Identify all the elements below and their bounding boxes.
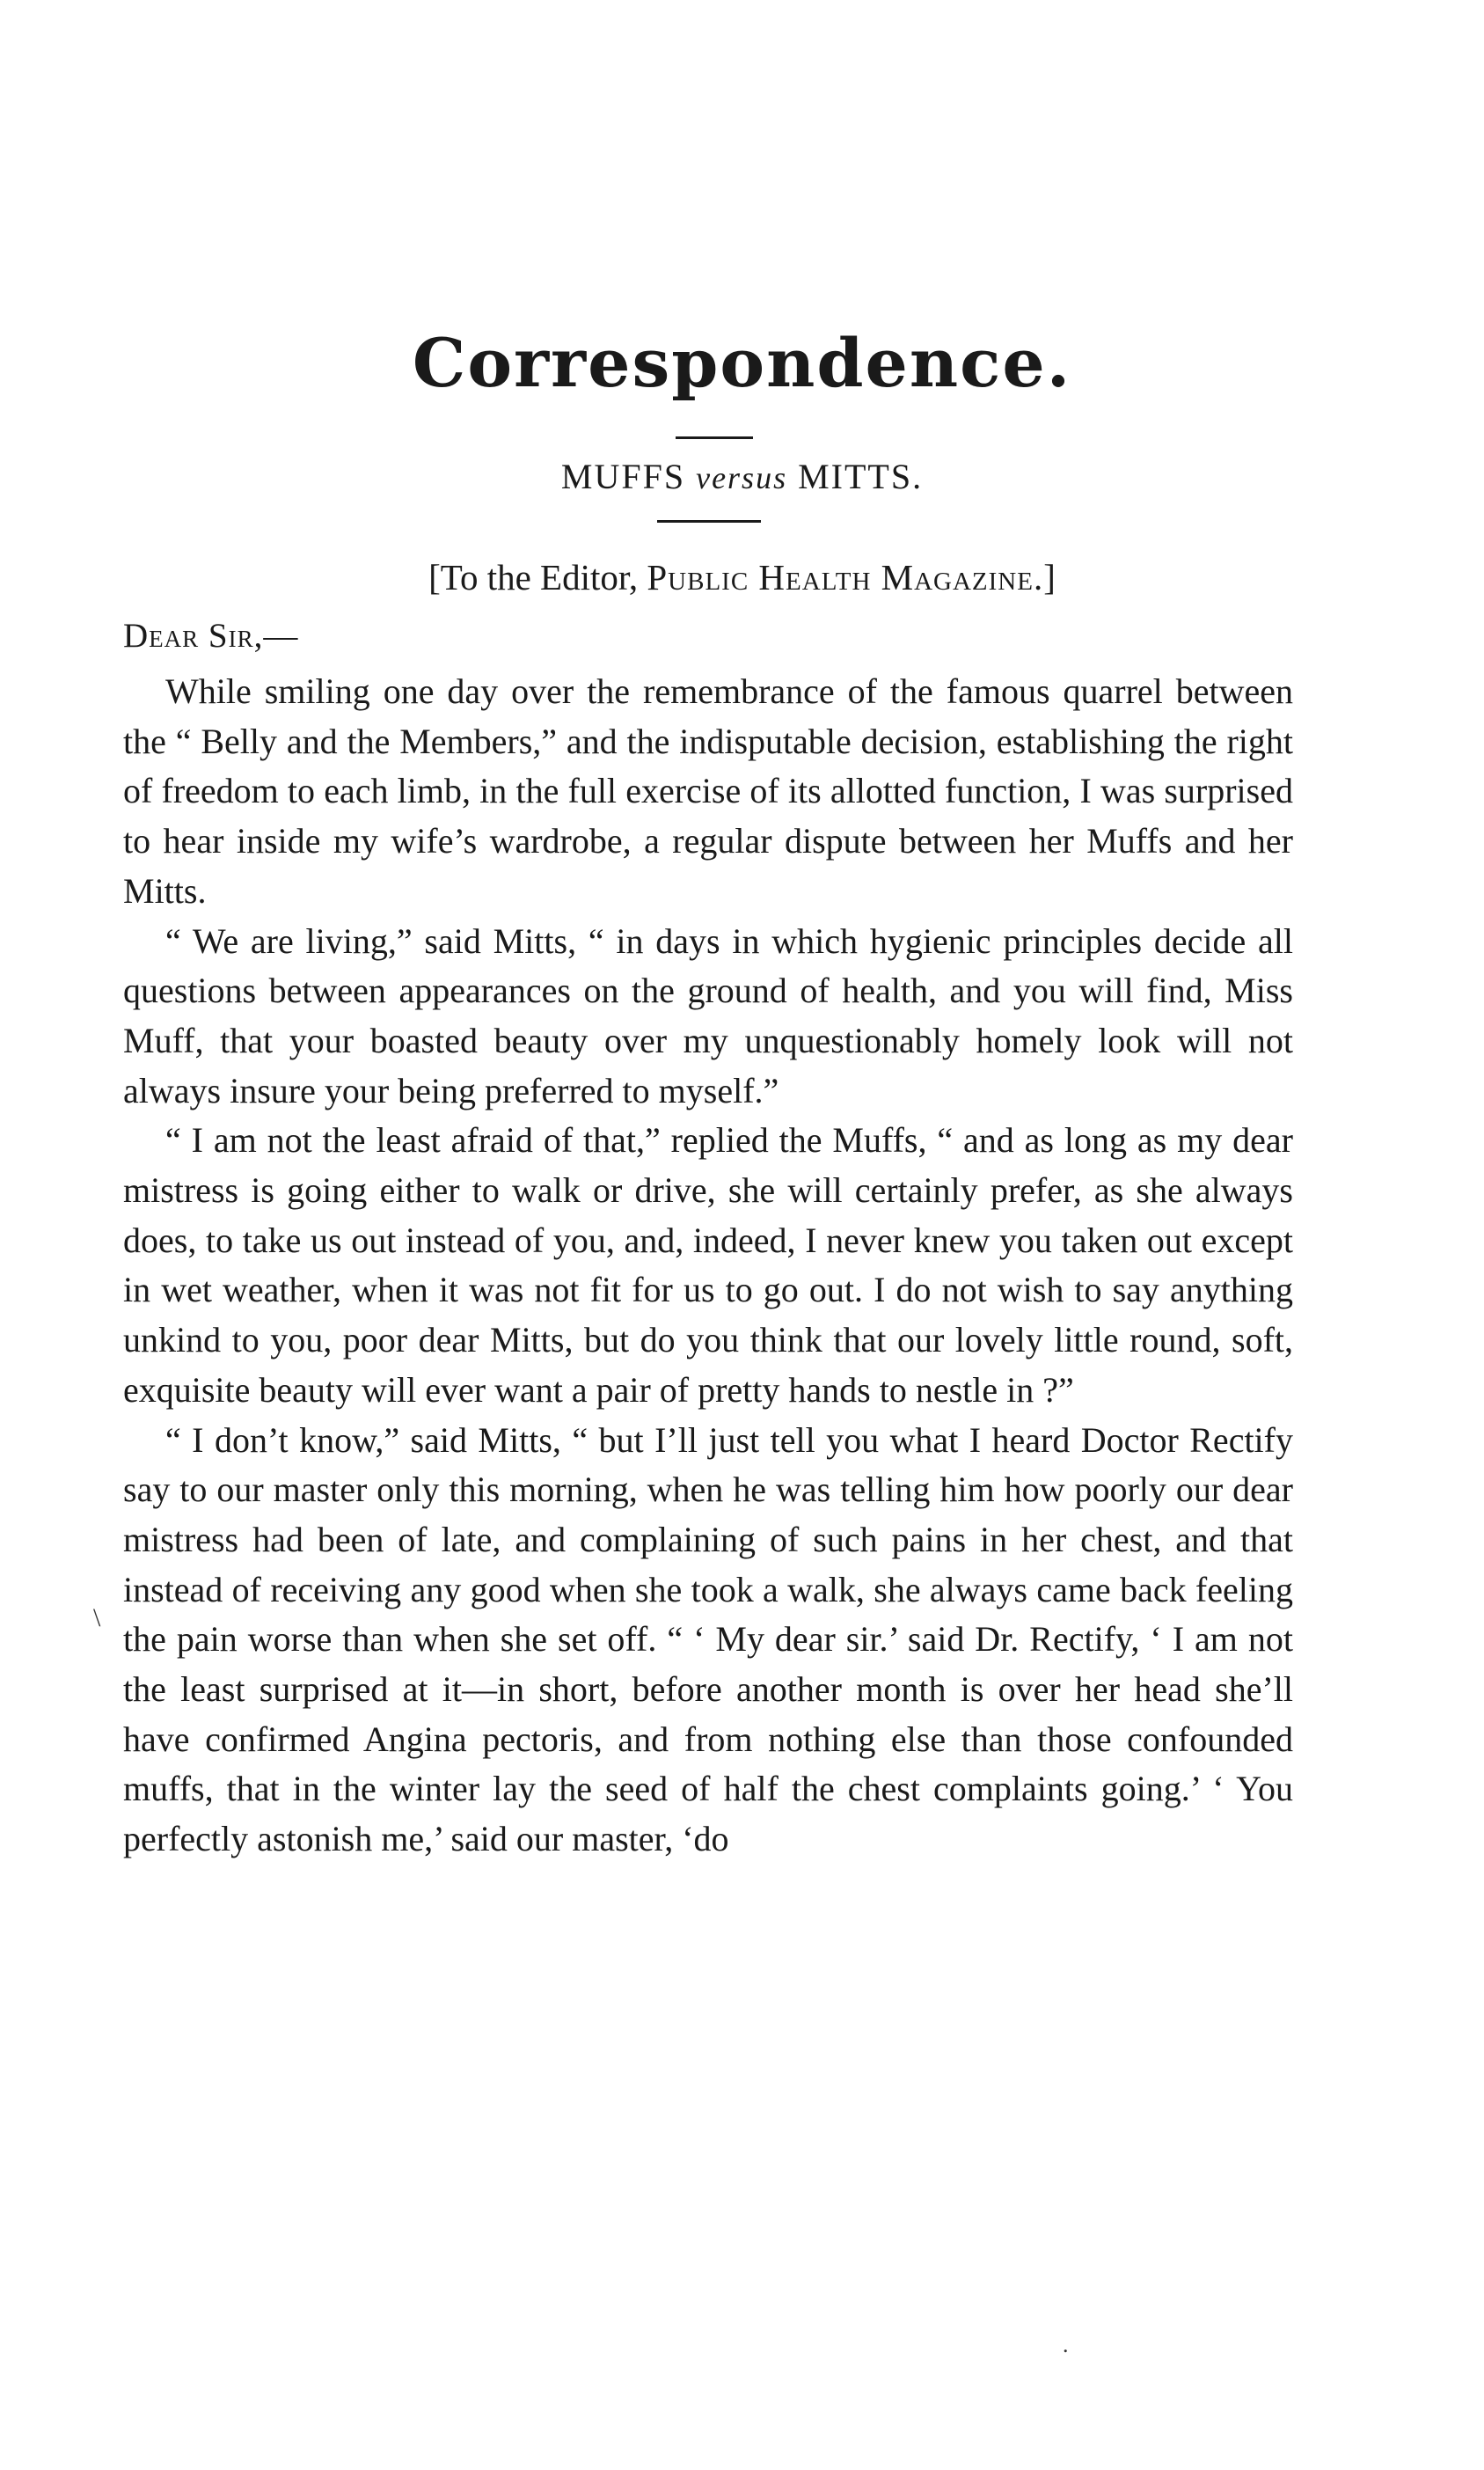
section-heading: Correspondence. bbox=[412, 324, 1072, 402]
divider-rule bbox=[657, 520, 761, 523]
title-part-muffs: MUFFS bbox=[560, 457, 686, 496]
paragraph: “ I don’t know,” said Mitts, “ but I’ll just tell you what I heard Doctor Rectify say to our master only this morning, when he was telling him how poorly our dear mistress had been of late, and complaining of such pains in her chest, and that instead of receiving any good when she took a walk, she always came back feeling the pain worse than when she set off. “ ‘ My dear sir.’ said Dr. Rectify, ‘ I am not the least surprised at it—in short, before another month is over her head she’ll have confirmed Angina pectoris, and from nothing else than those confounded muffs, that in the winter lay the seed of half the chest complaints going.’ ‘ You perfectly astonish me,’ said our master, ‘do bbox=[123, 1419, 1293, 1859]
margin-tick-mark: \ bbox=[93, 1603, 101, 1632]
title-part-versus: versus bbox=[696, 460, 788, 495]
addressee-line bbox=[0, 556, 1484, 598]
paragraph: While smiling one day over the remembrance of the famous quarrel between the “ Belly and the Members,” and the indisputable decision, establishing the right of freedom to each limb, in the full exercise of its allotted function, I was surprised to hear inside my wife’s wardrobe, a regular dispute between her Muffs and her Mitts. bbox=[123, 671, 1293, 911]
article-title bbox=[0, 456, 1484, 497]
magazine-name: Public Health Magazine. bbox=[647, 557, 1044, 597]
addressee-prefix: [To the Editor, bbox=[428, 557, 639, 597]
salutation: Dear Sir,— bbox=[123, 617, 299, 655]
addressee-suffix: ] bbox=[1043, 557, 1056, 597]
bottom-dot-mark: . bbox=[1063, 2332, 1069, 2357]
letter-body bbox=[123, 667, 1293, 1865]
divider-rule bbox=[676, 436, 753, 439]
paragraph: “ I am not the least afraid of that,” replied the Muffs, “ and as long as my dear mistress is going either to walk or drive, she will certainly prefer, as she always does, to take us out instead of you, and, indeed, I never knew you taken out except in wet weather, when it was not fit for us to go out. I do not wish to say anything unkind to you, poor dear Mitts, but do you think that our lovely little round, soft, exquisite beauty will ever want a pair of pretty hands to nestle in ?” bbox=[123, 1120, 1293, 1410]
title-part-mitts: MITTS. bbox=[798, 457, 924, 496]
paragraph: “ We are living,” said Mitts, “ in days in which hygienic principles decide all questions between appearances on the ground of health, and you will find, Miss Muff, that your boasted beauty over my unquestionably homely look will not always insure your being preferred to myself.” bbox=[123, 920, 1293, 1110]
